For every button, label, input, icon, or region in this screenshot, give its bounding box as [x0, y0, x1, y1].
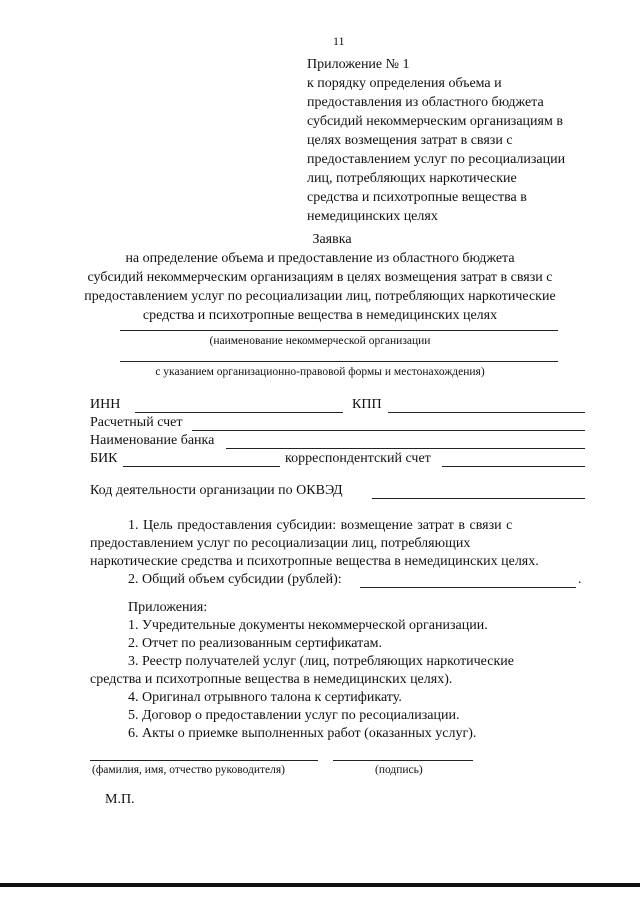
appendix-line: лиц, потребляющих наркотические — [307, 171, 517, 186]
bik-label: БИК — [90, 451, 118, 466]
total-subsidy-field[interactable] — [360, 587, 576, 588]
document-subtitle-line: средства и психотропные вещества в немедицинских целях — [142, 308, 498, 323]
goal-line: предоставлением услуг по ресоциализации лиц, потребляющих — [90, 536, 471, 551]
kpp-label: КПП — [352, 397, 382, 412]
total-subsidy-label: 2. Общий объем субсидии (рублей): — [128, 572, 342, 587]
appendix-line: Приложение № 1 — [307, 57, 410, 72]
page-number: 11 — [333, 34, 345, 48]
attachment-item: 3. Реестр получателей услуг (лиц, потребляющих наркотические — [128, 654, 514, 669]
total-subsidy-end: . — [578, 572, 582, 587]
document-subtitle-line: субсидий некоммерческим организациям в целях возмещения затрат в связи с — [87, 270, 553, 285]
document-subtitle-line: на определение объема и предоставление из областного бюджета — [125, 251, 515, 266]
stamp-place: М.П. — [105, 792, 135, 807]
org-name-caption: (наименование некоммерческой организации — [209, 335, 431, 347]
bank-field[interactable] — [226, 448, 585, 449]
attachment-item: 4. Оригинал отрывного талона к сертификату. — [128, 690, 402, 705]
account-label: Расчетный счет — [90, 415, 183, 430]
bank-label: Наименование банка — [90, 433, 215, 448]
appendix-line: средства и психотропные вещества в — [307, 190, 527, 205]
inn-label: ИНН — [90, 397, 121, 412]
signature-caption: (подпись) — [375, 764, 423, 776]
attachments-heading: Приложения: — [128, 600, 208, 615]
goal-line: 1. Цель предоставления субсидии: возмещение затрат в связи с — [128, 518, 513, 533]
org-form-caption: с указанием организационно-правовой формы и местонахождения) — [155, 366, 485, 378]
head-name-line[interactable] — [90, 760, 318, 761]
signature-line[interactable] — [333, 760, 473, 761]
appendix-line: целях возмещения затрат в связи с — [307, 133, 513, 148]
attachment-item: средства и психотропные вещества в немедицинских целях). — [90, 672, 453, 687]
goal-line: наркотические средства и психотропные вещества в немедицинских целях. — [90, 554, 539, 569]
document-subtitle-line: предоставлением услуг по ресоциализации лиц, потребляющих наркотические — [84, 289, 556, 304]
account-field[interactable] — [192, 430, 585, 431]
document-title: Заявка — [312, 232, 352, 247]
corr-account-label: корреспондентский счет — [285, 451, 431, 466]
attachment-item: 5. Договор о предоставлении услуг по ресоциализации. — [128, 708, 460, 723]
okved-field[interactable] — [372, 498, 585, 499]
bik-field[interactable] — [123, 466, 280, 467]
org-form-line[interactable] — [120, 361, 558, 362]
okved-label: Код деятельности организации по ОКВЭД — [90, 483, 343, 498]
appendix-line: предоставлением услуг по ресоциализации — [307, 152, 566, 167]
appendix-line: к порядку определения объема и — [307, 76, 502, 91]
appendix-line: немедицинских целях — [307, 209, 438, 224]
org-name-line[interactable] — [120, 330, 558, 331]
attachment-item: 6. Акты о приемке выполненных работ (оказанных услуг). — [128, 726, 477, 741]
attachment-item: 2. Отчет по реализованным сертификатам. — [128, 636, 383, 651]
attachment-item: 1. Учредительные документы некоммерческой организации. — [128, 618, 488, 633]
appendix-line: предоставления из областного бюджета — [307, 95, 544, 110]
scan-bottom-edge — [0, 883, 640, 887]
corr-account-field[interactable] — [442, 466, 585, 467]
kpp-field[interactable] — [388, 412, 585, 413]
appendix-line: субсидий некоммерческим организациям в — [307, 114, 563, 129]
inn-field[interactable] — [135, 412, 343, 413]
head-name-caption: (фамилия, имя, отчество руководителя) — [92, 764, 285, 776]
